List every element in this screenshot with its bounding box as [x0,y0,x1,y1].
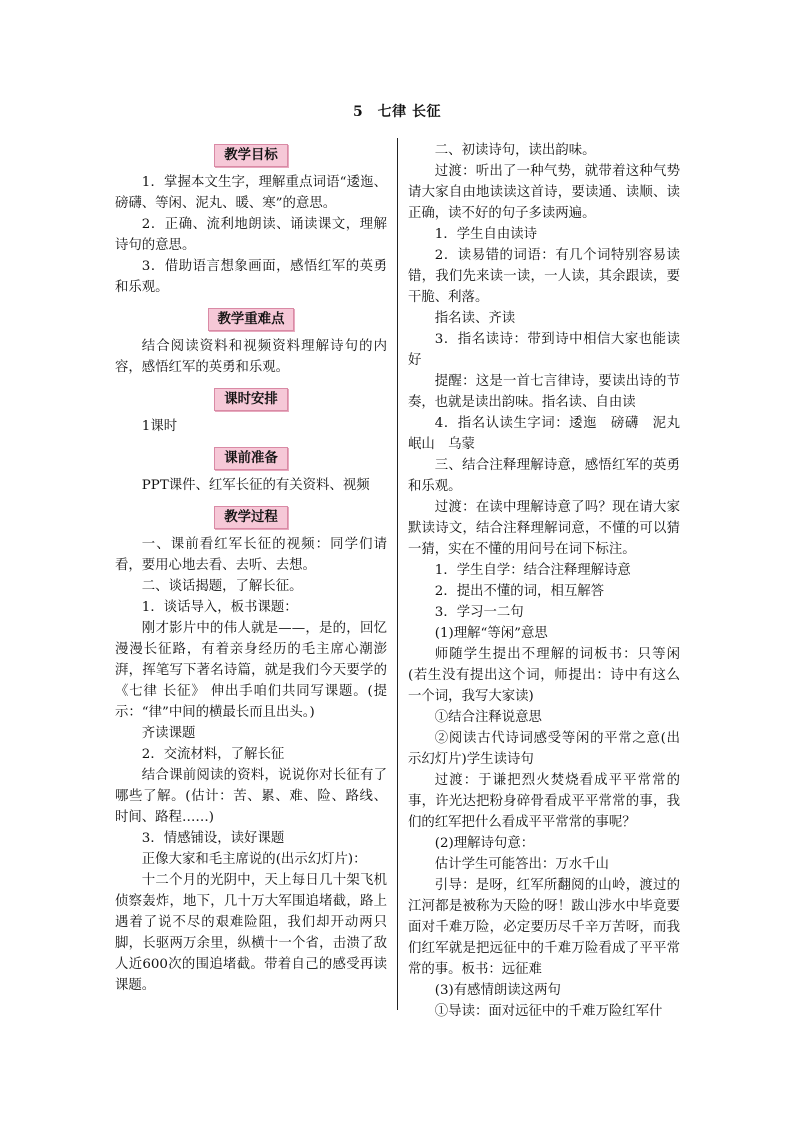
paragraph: 一、课前看红军长征的视频：同学们请看，要用心地去看、去听、去想。 [115,537,387,573]
paragraph: 2．读易错的词语：有几个词特别容易读错，我们先来读一读，一人读，其余跟读，要干脆、利落。 [408,248,680,305]
paragraph: 过渡：于谦把烈火焚烧看成平平常常的事，许光达把粉身碎骨看成平平常常的事，我们的红军把什么看成平平常常的事呢？ [408,773,680,830]
paragraph: 过渡：听出了一种气势，就带着这种气势请大家自由地读读这首诗，要读通、读顺、读正确，读不好的句子多读两遍。 [408,164,680,221]
column-divider [397,138,398,1010]
paragraph: 过渡：在读中理解诗意了吗？现在请大家默读诗文，结合注释理解词意，不懂的可以猜一猜，实在不懂的用问号在词下标注。 [408,500,680,557]
paragraph: 二、谈话揭题，了解长征。 [141,579,303,594]
paragraph: (1)理解“等闲”意思 [434,626,548,641]
right-column [408,140,694,1022]
paragraph: 1．学生自学：结合注释理解诗意 [434,563,631,578]
goal-item: 1．掌握本文生字，理解重点词语“逶迤、磅礴、等闲、泥丸、暖、寒”的意思。 [115,175,387,211]
paragraph: 1．谈话导入，板书课题： [141,600,298,615]
paragraph: 师随学生提出不理解的词板书：只等闲(若生没有提出这个词，师提出：诗中有这么一个词，我写大家读) [408,647,680,704]
preparation-text: PPT课件、红军长征的有关资料、视频 [141,478,370,493]
goal-item: 3．借助语言想象画面，感悟红军的英勇和乐观。 [115,259,387,295]
key-difficulties-text: 结合阅读资料和视频资料理解诗句的内容，感悟红军的英勇和乐观。 [115,339,387,375]
paragraph: ②阅读古代诗词感受等闲的平常之意(出示幻灯片)学生读诗句 [408,731,680,767]
paragraph: 引导：是呀，红军所翻阅的山岭，渡过的江河都是被称为天险的呀！跋山涉水中毕竟要面对千难万险，必定要历尽千辛万苦呀，而我们红军就是把远征中的千难万险看成了平平常常的事。板书：远征难 [408,878,680,977]
left-column [115,140,387,996]
paragraph: 提醒：这是一首七言律诗，要读出诗的节奏，也就是读出韵味。指名读、自由读 [408,374,680,410]
paragraph: 刚才影片中的伟人就是——，是的，回忆漫漫长征路，有着亲身经历的毛主席心潮澎湃，挥笔写下著名诗篇，就是我们今天要学的《七律 长征》 伸出手咱们共同写课题。(提示：“律”中间的横最长而且出头。) [115,621,387,720]
page-title: 5 七律 长征 [352,104,442,120]
heading-class-schedule: 课时安排 [214,388,288,411]
paragraph: 4．指名认读生字词：逶迤 磅礴 泥丸 岷山 乌蒙 [408,416,694,452]
heading-key-difficulties: 教学重难点 [208,308,295,331]
paragraph: (2)理解诗句意： [434,836,535,851]
paragraph: 2．提出不懂的词，相互解答 [434,584,605,599]
goal-item: 2．正确、流利地朗读、诵读课文，理解诗句的意思。 [115,217,387,253]
paragraph: 二、初读诗句，读出韵味。 [434,143,596,158]
paragraph: 估计学生可能答出：万水千山 [434,857,609,872]
heading-teaching-goals: 教学目标 [214,144,288,167]
paragraph: ①结合注释说意思 [434,710,542,725]
heading-teaching-process: 教学过程 [214,506,288,529]
paragraph: 三、结合注释理解诗意，感悟红军的英勇和乐观。 [408,458,680,494]
paragraph: 3．指名读诗：带到诗中相信大家也能读好 [408,332,680,368]
paragraph: 1．学生自由读诗 [434,227,538,242]
paragraph: 3．学习一二句 [434,605,524,620]
paragraph: 结合课前阅读的资料，说说你对长征有了哪些了解。(估计：苦、累、难、险、路线、时间、路程……) [115,768,387,825]
heading-preparation: 课前准备 [214,447,288,470]
class-schedule-text: 1课时 [141,419,178,434]
paragraph: 齐读课题 [141,726,196,741]
paragraph: 十二个月的光阴中，天上每日几十架飞机侦察轰炸，地下，几十万大军围追堵截，路上遇着了说不尽的艰难险阻，我们却开动两只脚，长驱两万余里，纵横十一个省，击溃了敌人近600次的围追堵截。带着自己的感受再读课题。 [115,873,387,993]
paragraph: ①导读：面对远征中的千难万险红军什 [434,1004,663,1019]
paragraph: 3．情感铺设，读好课题 [141,831,285,846]
paragraph: 2．交流材料，了解长征 [141,747,285,762]
paragraph: 指名读、齐读 [434,311,516,326]
paragraph: (3)有感情朗读这两句 [434,983,561,998]
paragraph: 正像大家和毛主席说的(出示幻灯片)： [141,852,367,867]
